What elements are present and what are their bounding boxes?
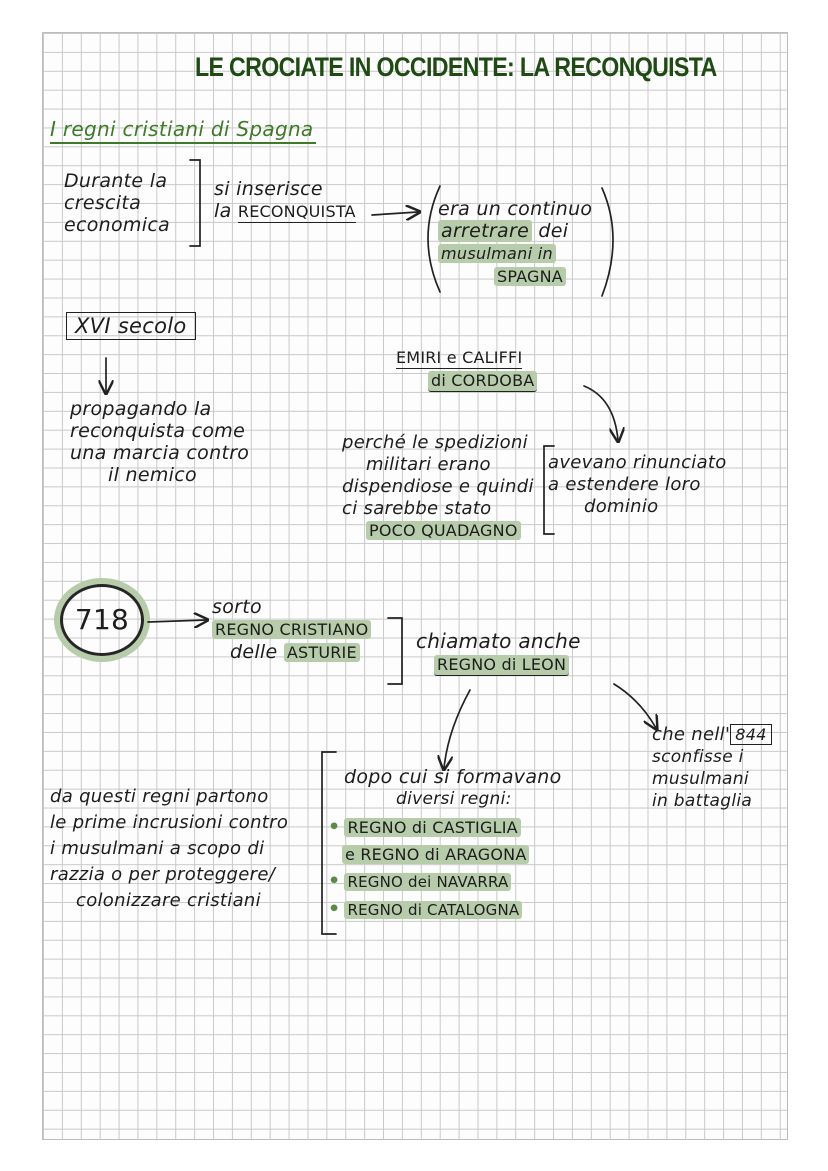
kingdom-note: sorto REGNO CRISTIANO delle ASTURIE	[212, 596, 371, 664]
list-item: • REGNO di CATALOGNA	[328, 896, 529, 924]
year-844-box: 844	[730, 724, 771, 745]
growth-note: Durante la crescita economica	[64, 170, 171, 236]
century-box: XVI secolo	[66, 312, 196, 340]
kingdom-list	[328, 814, 529, 924]
cordoba-heading: EMIRI e CALIFFI di CORDOBA	[396, 346, 537, 392]
page-title: LE CROCIATE IN OCCIDENTE: LA RECONQUISTA	[195, 52, 717, 82]
renounce-note: avevano rinunciato a estendere loro dominio	[548, 452, 727, 517]
incursion-note: da questi regni partono le prime incrusioni contro i musulmani a scopo di razzia o per proteggere/ colonizzare cristiani	[50, 786, 289, 911]
list-item: e REGNO di ARAGONA	[328, 841, 529, 868]
spagna-term: SPAGNA	[494, 267, 566, 286]
poco-quadagno: POCO QUADAGNO	[366, 521, 521, 540]
section-subtitle: I regni cristiani di Spagna	[50, 118, 316, 144]
regno-leon: REGNO di LEON	[434, 655, 569, 676]
propaganda-note: propagando la reconquista come una marcia contro il nemico	[70, 398, 250, 486]
battle-note: che nell' 844 sconfisse i musulmani in battaglia	[652, 724, 772, 812]
year-circle: 718	[60, 584, 144, 656]
retreat-note: era un continuo arretrare dei musulmani in SPAGNA	[438, 198, 593, 286]
list-item: • REGNO di CASTIGLIA	[328, 814, 529, 841]
reason-note: perché le spedizioni militari erano dispendiose e quindi ci sarebbe stato POCO QUADAGNO	[342, 432, 534, 540]
list-item: • REGNO dei NAVARRA	[328, 868, 529, 896]
leon-note: chiamato anche REGNO di LEON	[416, 629, 581, 674]
reconquista-note: si inserisce la RECONQUISTA	[214, 178, 356, 222]
formation-note: dopo cui si formavano diversi regni:	[344, 766, 562, 809]
reconquista-term: RECONQUISTA	[237, 202, 356, 221]
